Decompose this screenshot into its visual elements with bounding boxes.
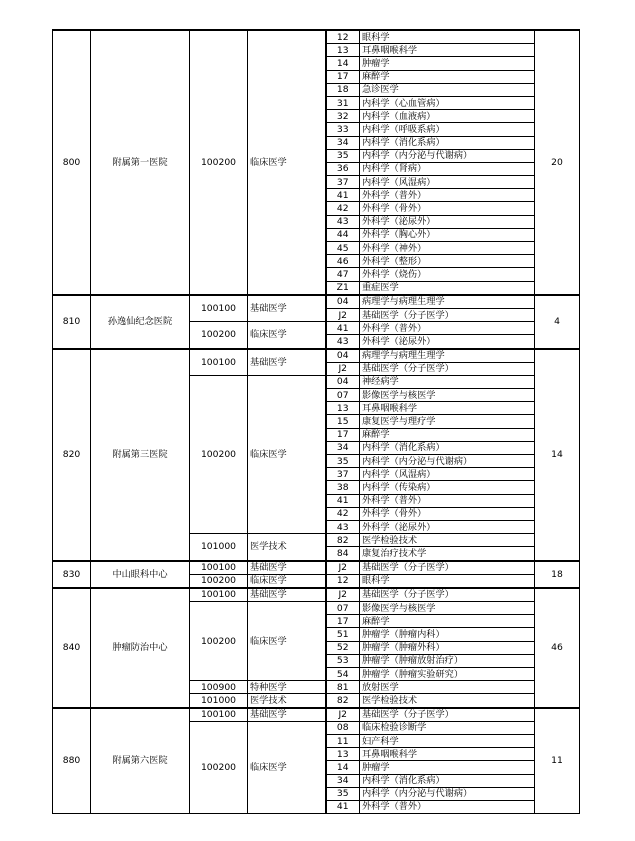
major-code: 07: [326, 389, 360, 402]
enrollment-table: [52, 29, 580, 814]
major-name: 外科学（胸心外）: [360, 228, 535, 241]
major-code: J2: [326, 588, 360, 602]
discipline-name: 临床医学: [248, 322, 326, 349]
major-name: 重症医学: [360, 281, 535, 295]
major-name: 麻醉学: [360, 70, 535, 83]
discipline-code: 100200: [190, 30, 248, 295]
major-name: 内科学（内分泌与代谢病）: [360, 455, 535, 468]
unit-code: 830: [53, 561, 91, 588]
major-code: 34: [326, 774, 360, 787]
major-code: 37: [326, 468, 360, 481]
major-code: 51: [326, 628, 360, 641]
major-code: 82: [326, 694, 360, 708]
major-name: 内科学（风湿病）: [360, 176, 535, 189]
major-name: 妇产科学: [360, 734, 535, 747]
discipline-name: 基础医学: [248, 588, 326, 602]
major-name: 肿瘤学（肿瘤实验研究）: [360, 668, 535, 681]
discipline-code: 100100: [190, 708, 248, 722]
major-name: 内科学（内分泌与代谢病）: [360, 149, 535, 162]
major-code: J2: [326, 308, 360, 321]
major-name: 耳鼻咽喉科学: [360, 748, 535, 761]
unit-code: 880: [53, 708, 91, 814]
major-code: J2: [326, 561, 360, 575]
major-code: 81: [326, 681, 360, 694]
major-code: 41: [326, 189, 360, 202]
major-code: 41: [326, 800, 360, 813]
major-code: J2: [326, 362, 360, 375]
discipline-code: 101000: [190, 694, 248, 708]
major-code: 13: [326, 402, 360, 415]
major-name: 临床检验诊断学: [360, 721, 535, 734]
major-name: 外科学（烧伤）: [360, 268, 535, 281]
major-code: 08: [326, 721, 360, 734]
major-code: 17: [326, 615, 360, 628]
major-code: 82: [326, 534, 360, 547]
major-name: 病理学与病理生理学: [360, 295, 535, 309]
major-name: 基础医学（分子医学）: [360, 588, 535, 602]
major-name: 内科学（心血管病）: [360, 96, 535, 109]
major-name: 外科学（普外）: [360, 189, 535, 202]
major-name: 内科学（血液病）: [360, 110, 535, 123]
major-name: 外科学（泌尿外）: [360, 215, 535, 228]
major-code: 84: [326, 547, 360, 561]
major-name: 神经病学: [360, 375, 535, 388]
major-name: 基础医学（分子医学）: [360, 308, 535, 321]
major-code: Z1: [326, 281, 360, 295]
major-name: 内科学（肾病）: [360, 162, 535, 175]
major-code: 15: [326, 415, 360, 428]
discipline-code: 101000: [190, 534, 248, 561]
major-name: 肿瘤学: [360, 57, 535, 70]
major-name: 外科学（泌尿外）: [360, 520, 535, 533]
major-name: 医学检验技术: [360, 534, 535, 547]
quota: 11: [535, 708, 580, 814]
major-code: 41: [326, 494, 360, 507]
major-name: 肿瘤学（肿瘤外科）: [360, 641, 535, 654]
major-code: 17: [326, 70, 360, 83]
discipline-name: 基础医学: [248, 295, 326, 322]
major-code: 53: [326, 654, 360, 667]
major-name: 肿瘤学（肿瘤放射治疗）: [360, 654, 535, 667]
major-name: 麻醉学: [360, 615, 535, 628]
major-name: 康复治疗技术学: [360, 547, 535, 561]
quota: 20: [535, 30, 580, 295]
major-name: 内科学（呼吸系病）: [360, 123, 535, 136]
discipline-code: 100100: [190, 349, 248, 376]
quota: 14: [535, 349, 580, 561]
major-code: 32: [326, 110, 360, 123]
major-code: 04: [326, 349, 360, 363]
unit-name: 孙逸仙纪念医院: [91, 295, 190, 349]
major-name: 外科学（泌尿外）: [360, 335, 535, 349]
major-code: 14: [326, 761, 360, 774]
major-name: 麻醉学: [360, 428, 535, 441]
discipline-name: 特种医学: [248, 681, 326, 694]
major-name: 基础医学（分子医学）: [360, 708, 535, 722]
table-row: [53, 588, 580, 602]
major-code: 12: [326, 30, 360, 44]
major-code: 13: [326, 44, 360, 57]
major-name: 内科学（传染病）: [360, 481, 535, 494]
major-code: 17: [326, 428, 360, 441]
discipline-name: 基础医学: [248, 349, 326, 376]
major-name: 眼科学: [360, 30, 535, 44]
discipline-code: 100100: [190, 295, 248, 322]
discipline-code: 100200: [190, 322, 248, 349]
discipline-name: 临床医学: [248, 602, 326, 681]
major-name: 医学检验技术: [360, 694, 535, 708]
major-code: 37: [326, 176, 360, 189]
major-code: 44: [326, 228, 360, 241]
major-code: 42: [326, 507, 360, 520]
discipline-code: 100200: [190, 602, 248, 681]
discipline-code: 100900: [190, 681, 248, 694]
major-name: 内科学（消化系病）: [360, 136, 535, 149]
unit-name: 附属第一医院: [91, 30, 190, 295]
major-name: 内科学（内分泌与代谢病）: [360, 787, 535, 800]
unit-code: 820: [53, 349, 91, 561]
unit-code: 840: [53, 588, 91, 708]
discipline-name: 医学技术: [248, 694, 326, 708]
major-name: 外科学（普外）: [360, 494, 535, 507]
major-name: 外科学（骨外）: [360, 202, 535, 215]
unit-name: 附属第三医院: [91, 349, 190, 561]
major-name: 影像医学与核医学: [360, 389, 535, 402]
discipline-code: 100200: [190, 375, 248, 533]
major-code: 14: [326, 57, 360, 70]
discipline-code: 100200: [190, 574, 248, 588]
discipline-name: 医学技术: [248, 534, 326, 561]
discipline-name: 临床医学: [248, 375, 326, 533]
major-code: 12: [326, 574, 360, 588]
major-name: 病理学与病理生理学: [360, 349, 535, 363]
discipline-name: 临床医学: [248, 721, 326, 813]
quota: 4: [535, 295, 580, 349]
discipline-name: 临床医学: [248, 574, 326, 588]
major-name: 外科学（普外）: [360, 800, 535, 813]
table-row: [53, 708, 580, 722]
major-name: 外科学（骨外）: [360, 507, 535, 520]
major-code: 45: [326, 242, 360, 255]
unit-name: 附属第六医院: [91, 708, 190, 814]
major-code: 41: [326, 322, 360, 335]
unit-name: 肿瘤防治中心: [91, 588, 190, 708]
major-code: 35: [326, 787, 360, 800]
major-name: 内科学（消化系病）: [360, 441, 535, 454]
table-row: [53, 30, 580, 44]
unit-name: 中山眼科中心: [91, 561, 190, 588]
major-name: 外科学（普外）: [360, 322, 535, 335]
major-code: 04: [326, 295, 360, 309]
major-code: 34: [326, 136, 360, 149]
discipline-code: 100100: [190, 561, 248, 575]
discipline-code: 100200: [190, 721, 248, 813]
table-row: [53, 349, 580, 363]
table-row: [53, 561, 580, 575]
discipline-code: 100100: [190, 588, 248, 602]
major-code: 54: [326, 668, 360, 681]
major-name: 内科学（风湿病）: [360, 468, 535, 481]
major-name: 内科学（消化系病）: [360, 774, 535, 787]
unit-code: 810: [53, 295, 91, 349]
major-code: 43: [326, 215, 360, 228]
major-code: 35: [326, 455, 360, 468]
major-code: 43: [326, 520, 360, 533]
major-name: 急诊医学: [360, 83, 535, 96]
major-code: 42: [326, 202, 360, 215]
major-code: 33: [326, 123, 360, 136]
discipline-name: 临床医学: [248, 30, 326, 295]
major-name: 康复医学与理疗学: [360, 415, 535, 428]
discipline-name: 基础医学: [248, 708, 326, 722]
major-name: 耳鼻咽喉科学: [360, 402, 535, 415]
major-name: 耳鼻咽喉科学: [360, 44, 535, 57]
major-code: 38: [326, 481, 360, 494]
major-code: 52: [326, 641, 360, 654]
table-row: [53, 295, 580, 309]
major-code: 43: [326, 335, 360, 349]
quota: 18: [535, 561, 580, 588]
major-code: 04: [326, 375, 360, 388]
major-code: 34: [326, 441, 360, 454]
table-body: [53, 30, 580, 814]
major-name: 肿瘤学（肿瘤内科）: [360, 628, 535, 641]
major-code: 31: [326, 96, 360, 109]
major-code: 11: [326, 734, 360, 747]
major-name: 肿瘤学: [360, 761, 535, 774]
major-name: 外科学（整形）: [360, 255, 535, 268]
unit-code: 800: [53, 30, 91, 295]
major-code: 07: [326, 602, 360, 615]
major-name: 基础医学（分子医学）: [360, 561, 535, 575]
major-code: 18: [326, 83, 360, 96]
major-name: 影像医学与核医学: [360, 602, 535, 615]
major-code: 46: [326, 255, 360, 268]
major-code: 13: [326, 748, 360, 761]
quota: 46: [535, 588, 580, 708]
major-name: 放射医学: [360, 681, 535, 694]
major-name: 基础医学（分子医学）: [360, 362, 535, 375]
major-code: J2: [326, 708, 360, 722]
discipline-name: 基础医学: [248, 561, 326, 575]
major-code: 36: [326, 162, 360, 175]
major-name: 眼科学: [360, 574, 535, 588]
major-code: 35: [326, 149, 360, 162]
major-name: 外科学（神外）: [360, 242, 535, 255]
major-code: 47: [326, 268, 360, 281]
